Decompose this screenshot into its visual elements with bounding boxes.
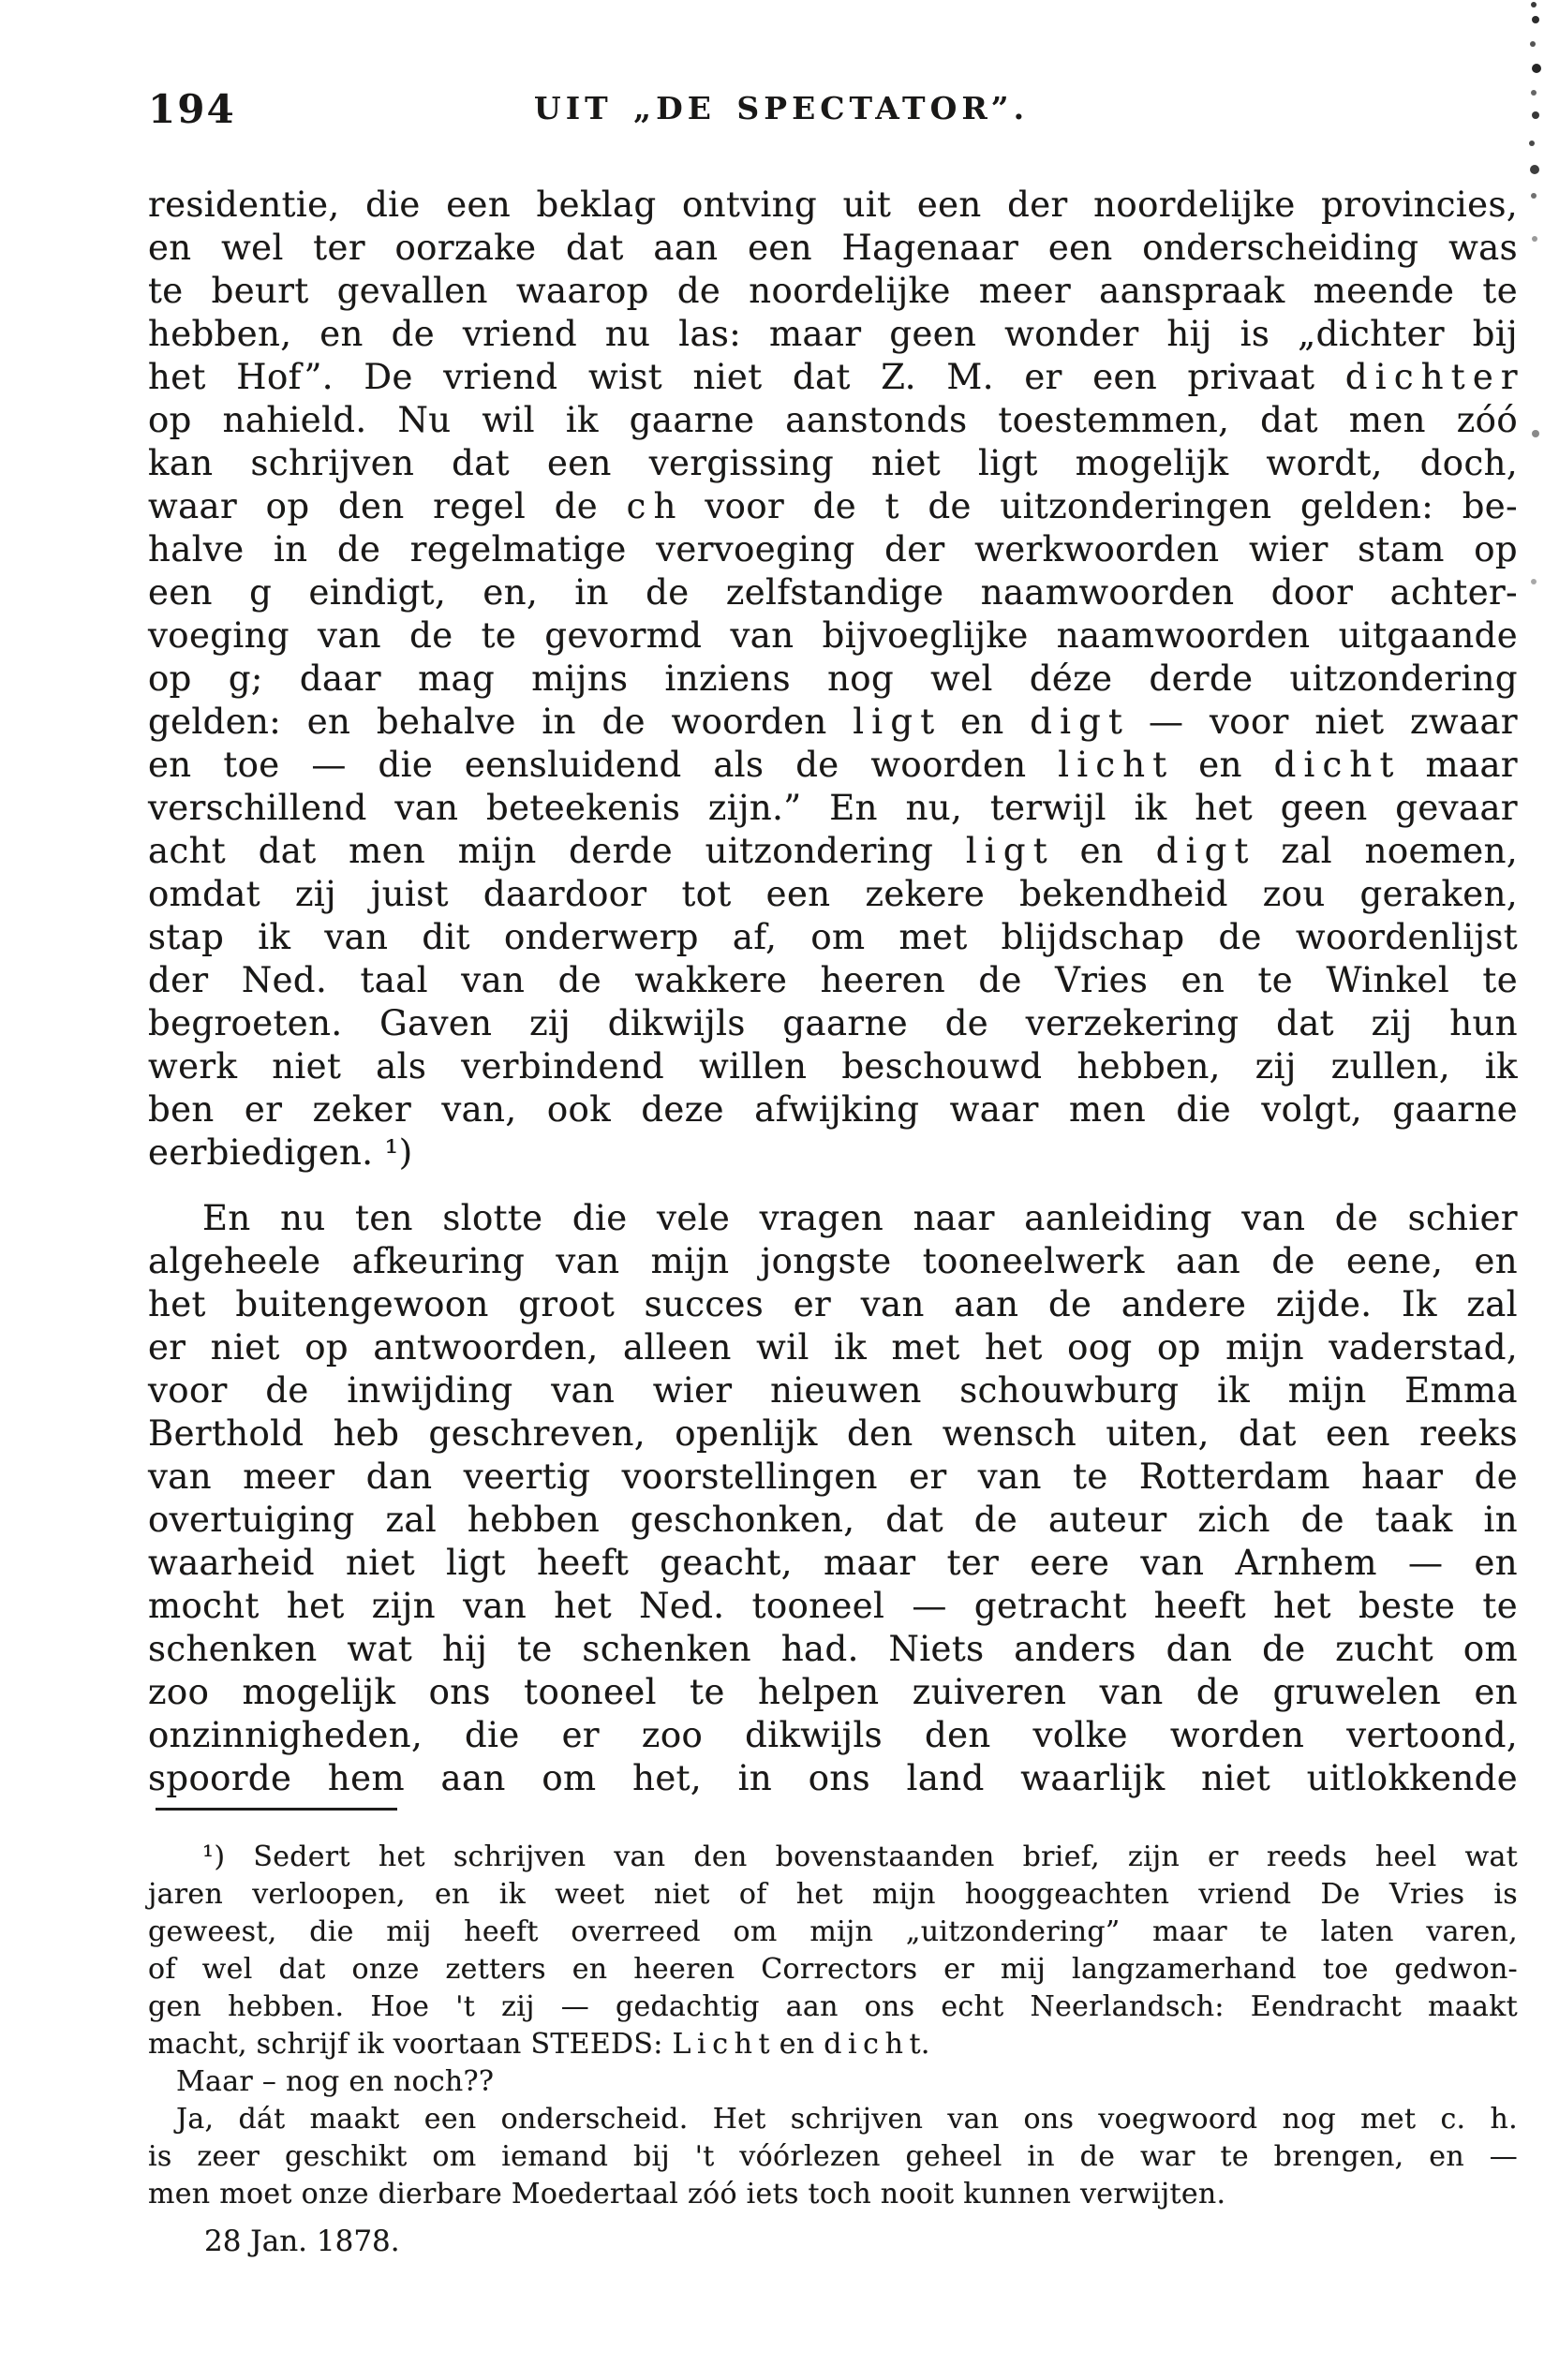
text-line: er niet op antwoorden, alleen wil ik met het oog op mijn vaderstad, xyxy=(148,1327,1518,1367)
text-line: geweest, die mij heeft overreed om mijn „uitzondering” maar te laten varen, xyxy=(148,1915,1518,1948)
page-number: 194 xyxy=(148,86,236,132)
text-line: algeheele afkeuring van mijn jongste tooneelwerk aan de eene, en xyxy=(148,1241,1518,1281)
text-line: van meer dan veertig voorstellingen er van te Rotterdam haar de xyxy=(148,1456,1518,1497)
date-line: 28 Jan. 1878. xyxy=(204,2225,400,2258)
text-line: halve in de regelmatige vervoeging der werkwoorden wier stam op xyxy=(148,529,1518,569)
text-line: der Ned. taal van de wakkere heeren de Vries en te Winkel te xyxy=(148,960,1518,1000)
text-line: en wel ter oorzake dat aan een Hagenaar een onderscheiding was xyxy=(148,228,1518,268)
running-header-title: UIT „DE SPECTATOR”. xyxy=(533,90,1030,126)
text-line: waarheid niet ligt heeft geacht, maar ter eere van Arnhem — en xyxy=(148,1543,1518,1583)
footnote-rule xyxy=(156,1808,397,1811)
text-line: spoorde hem aan om het, in ons land waarlijk niet uitlokkende xyxy=(148,1758,1518,1798)
text-line: voeging van de te gevormd van bijvoeglijke naamwoorden uitgaande xyxy=(148,615,1518,656)
text-line: Ja, dát maakt een onderscheid. Het schrijven van ons voegwoord nog met c. h. xyxy=(176,2103,1518,2136)
text-line: het buitengewoon groot succes er van aan de andere zijde. Ik zal xyxy=(148,1284,1518,1324)
text-line: men moet onze dierbare Moedertaal zóó iets toch nooit kunnen verwijten. xyxy=(148,2178,1226,2210)
text-line: stap ik van dit onderwerp af, om met blijdschap de woordenlijst xyxy=(148,917,1518,957)
text-line: Maar – nog en noch?? xyxy=(176,2065,495,2098)
text-line: eerbiedigen. ¹) xyxy=(148,1132,413,1173)
text-line: op g; daar mag mijns inziens nog wel déze derde uitzondering xyxy=(148,658,1518,699)
text-line: zoo mogelijk ons tooneel te helpen zuiveren van de gruwelen en xyxy=(148,1672,1518,1712)
text-line: acht dat men mijn derde uitzondering l i g t en d i g t zal noemen, xyxy=(148,831,1518,871)
text-line: waar op den regel de c h voor de t de uitzonderingen gelden: be- xyxy=(148,486,1518,526)
text-column xyxy=(148,184,1518,2260)
text-line: begroeten. Gaven zij dikwijls gaarne de verzekering dat zij hun xyxy=(148,1003,1518,1043)
text-line: jaren verloopen, en ik weet niet of het mijn hooggeachten vriend De Vries is xyxy=(148,1878,1518,1911)
text-line: het Hof”. De vriend wist niet dat Z. M. er een privaat d i c h t e r xyxy=(148,357,1518,397)
text-line: schenken wat hij te schenken had. Niets anders dan de zucht om xyxy=(148,1629,1518,1669)
text-line: een g eindigt, en, in de zelfstandige naamwoorden door achter- xyxy=(148,572,1518,613)
text-line: onzinnigheden, die er zoo dikwijls den volke worden vertoond, xyxy=(148,1715,1518,1755)
text-line: Berthold heb geschreven, openlijk den wensch uiten, dat een reeks xyxy=(148,1413,1518,1454)
text-line: of wel dat onze zetters en heeren Correctors er mij langzamerhand toe gedwon- xyxy=(148,1953,1518,1986)
text-line: ben er zeker van, ook deze afwijking waar men die volgt, gaarne xyxy=(148,1089,1518,1130)
text-line: omdat zij juist daardoor tot een zekere bekendheid zou geraken, xyxy=(148,874,1518,914)
paragraph-1 xyxy=(148,184,1518,1175)
text-line: kan schrijven dat een vergissing niet ligt mogelijk wordt, doch, xyxy=(148,443,1518,483)
paragraph-2 xyxy=(148,1197,1518,1800)
text-line: verschillend van beteekenis zijn.” En nu, terwijl ik het geen gevaar xyxy=(148,788,1518,828)
text-line: macht, schrijf ik voortaan STEEDS: L i c h t en d i c h t. xyxy=(148,2028,930,2061)
scan-artifact xyxy=(1531,2,1537,7)
text-line: en toe — die eensluidend als de woorden l i c h t en d i c h t maar xyxy=(148,745,1518,785)
footnote xyxy=(148,1839,1518,2213)
text-line: voor de inwijding van wier nieuwen schouwburg ik mijn Emma xyxy=(148,1370,1518,1411)
text-line: En nu ten slotte die vele vragen naar aanleiding van de schier xyxy=(202,1198,1518,1238)
text-line: residentie, die een beklag ontving uit een der noordelijke provincies, xyxy=(148,185,1518,225)
text-line: gelden: en behalve in de woorden l i g t en d i g t — voor niet zwaar xyxy=(148,702,1518,742)
text-line: te beurt gevallen waarop de noordelijke meer aanspraak meende te xyxy=(148,271,1518,311)
running-head xyxy=(148,86,1518,135)
text-line: is zeer geschikt om iemand bij 't vóórlezen geheel in de war te brengen, en — xyxy=(148,2140,1518,2173)
text-line: op nahield. Nu wil ik gaarne aanstonds toestemmen, dat men zóó xyxy=(148,400,1518,440)
text-line: ¹) Sedert het schrijven van den bovenstaanden brief, zijn er reeds heel wat xyxy=(202,1840,1518,1873)
text-line: overtuiging zal hebben geschonken, dat de auteur zich de taak in xyxy=(148,1500,1518,1540)
text-line: hebben, en de vriend nu las: maar geen wonder hij is „dichter bij xyxy=(148,314,1518,354)
text-line: werk niet als verbindend willen beschouwd hebben, zij zullen, ik xyxy=(148,1046,1518,1087)
text-line: mocht het zijn van het Ned. tooneel — getracht heeft het beste te xyxy=(148,1586,1518,1626)
text-line: gen hebben. Hoe 't zij — gedachtig aan ons echt Neerlandsch: Eendracht maakt xyxy=(148,1990,1518,2023)
